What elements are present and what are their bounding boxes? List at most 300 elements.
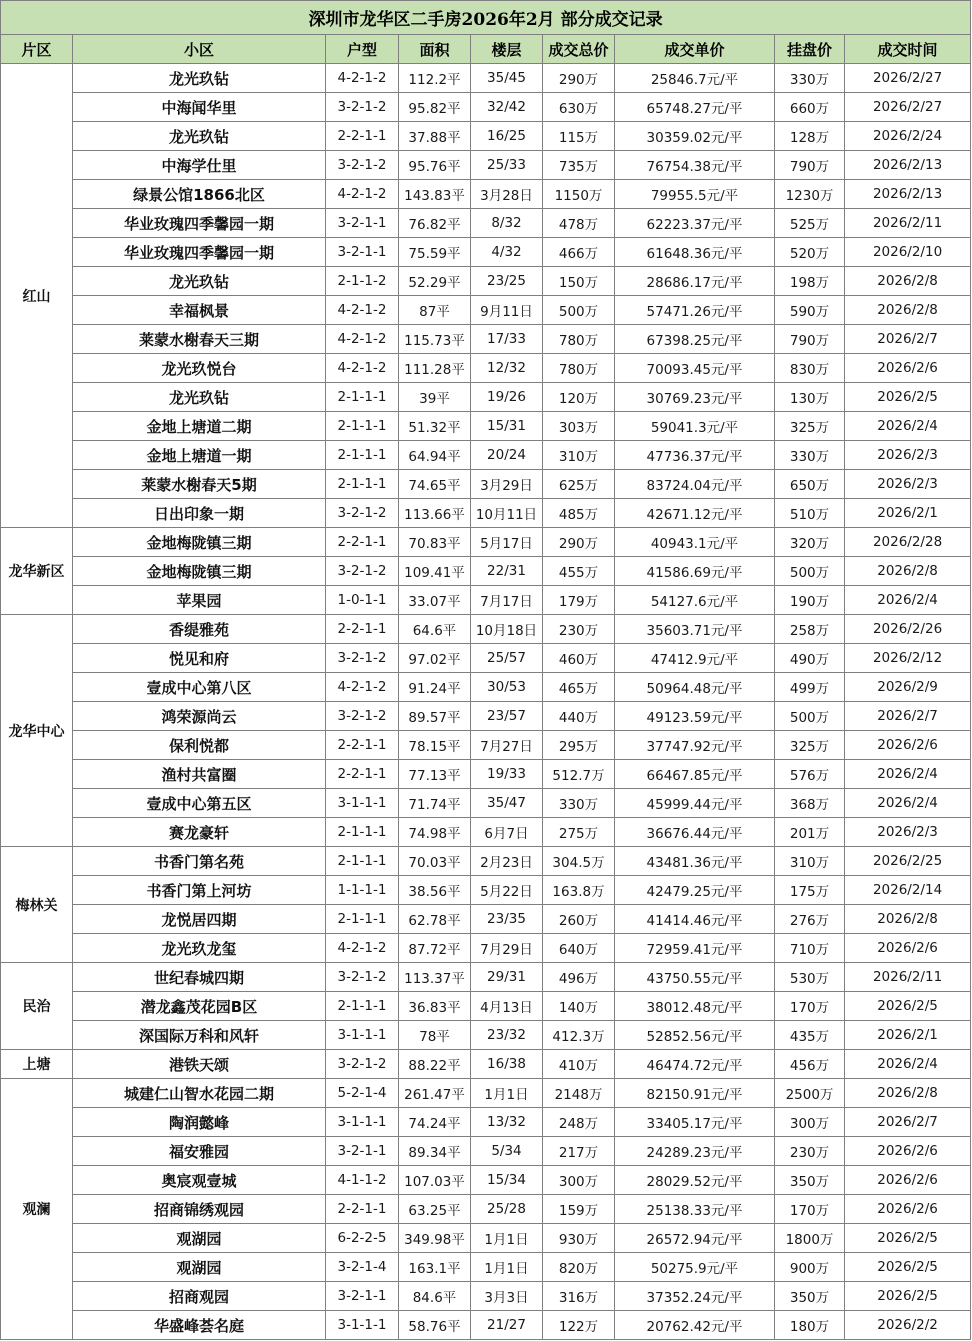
layout-cell: 4-2-1-2 <box>326 354 399 383</box>
area-cell: 74.98平 <box>399 818 471 847</box>
floor-cell: 6月7日 <box>471 818 543 847</box>
unit-price-cell: 52852.56元/平 <box>615 1021 775 1050</box>
community-name-cell: 壹成中心第八区 <box>73 673 326 702</box>
total-price-cell: 455万 <box>543 557 615 586</box>
total-price-cell: 625万 <box>543 470 615 499</box>
floor-cell: 23/35 <box>471 905 543 934</box>
floor-cell: 16/38 <box>471 1050 543 1079</box>
district-cell: 上塘 <box>1 1050 73 1079</box>
header-floor: 楼层 <box>471 35 543 64</box>
floor-cell: 25/33 <box>471 151 543 180</box>
deal-date-cell: 2026/2/27 <box>845 64 971 93</box>
layout-cell: 2-1-1-2 <box>326 267 399 296</box>
area-cell: 112.2平 <box>399 64 471 93</box>
floor-cell: 19/26 <box>471 383 543 412</box>
table-row <box>1 760 971 789</box>
listing-price-cell: 350万 <box>775 1166 845 1195</box>
total-price-cell: 115万 <box>543 122 615 151</box>
unit-price-cell: 36676.44元/平 <box>615 818 775 847</box>
table-row <box>1 702 971 731</box>
area-cell: 52.29平 <box>399 267 471 296</box>
table-row <box>1 1137 971 1166</box>
listing-price-cell: 2500万 <box>775 1079 845 1108</box>
deal-date-cell: 2026/2/24 <box>845 122 971 151</box>
floor-cell: 23/57 <box>471 702 543 731</box>
floor-cell: 16/25 <box>471 122 543 151</box>
deal-date-cell: 2026/2/7 <box>845 702 971 731</box>
community-name-cell: 苹果园 <box>73 586 326 615</box>
table-row <box>1 470 971 499</box>
listing-price-cell: 830万 <box>775 354 845 383</box>
total-price-cell: 485万 <box>543 499 615 528</box>
unit-price-cell: 26572.94元/平 <box>615 1224 775 1253</box>
community-name-cell: 华盛峰荟名庭 <box>73 1311 326 1340</box>
floor-cell: 3月3日 <box>471 1282 543 1311</box>
listing-price-cell: 201万 <box>775 818 845 847</box>
layout-cell: 2-2-1-1 <box>326 528 399 557</box>
table-row <box>1 122 971 151</box>
deal-date-cell: 2026/2/14 <box>845 876 971 905</box>
floor-cell: 12/32 <box>471 354 543 383</box>
listing-price-cell: 590万 <box>775 296 845 325</box>
floor-cell: 7月17日 <box>471 586 543 615</box>
unit-price-cell: 30769.23元/平 <box>615 383 775 412</box>
header-community: 小区 <box>73 35 326 64</box>
area-cell: 349.98平 <box>399 1224 471 1253</box>
community-name-cell: 日出印象一期 <box>73 499 326 528</box>
total-price-cell: 630万 <box>543 93 615 122</box>
total-price-cell: 303万 <box>543 412 615 441</box>
layout-cell: 2-1-1-1 <box>326 992 399 1021</box>
floor-cell: 25/57 <box>471 644 543 673</box>
layout-cell: 2-1-1-1 <box>326 383 399 412</box>
community-name-cell: 香缇雅苑 <box>73 615 326 644</box>
floor-cell: 5月22日 <box>471 876 543 905</box>
table-row <box>1 818 971 847</box>
listing-price-cell: 320万 <box>775 528 845 557</box>
layout-cell: 5-2-1-4 <box>326 1079 399 1108</box>
community-name-cell: 福安雅园 <box>73 1137 326 1166</box>
community-name-cell: 金地上塘道二期 <box>73 412 326 441</box>
unit-price-cell: 41414.46元/平 <box>615 905 775 934</box>
unit-price-cell: 47736.37元/平 <box>615 441 775 470</box>
layout-cell: 3-2-1-1 <box>326 209 399 238</box>
table-row <box>1 1050 971 1079</box>
area-cell: 51.32平 <box>399 412 471 441</box>
deal-date-cell: 2026/2/4 <box>845 789 971 818</box>
deal-date-cell: 2026/2/25 <box>845 847 971 876</box>
floor-cell: 8/32 <box>471 209 543 238</box>
floor-cell: 22/31 <box>471 557 543 586</box>
table-row <box>1 93 971 122</box>
total-price-cell: 440万 <box>543 702 615 731</box>
unit-price-cell: 65748.27元/平 <box>615 93 775 122</box>
deal-date-cell: 2026/2/11 <box>845 963 971 992</box>
unit-price-cell: 45999.44元/平 <box>615 789 775 818</box>
unit-price-cell: 54127.6元/平 <box>615 586 775 615</box>
total-price-cell: 260万 <box>543 905 615 934</box>
community-name-cell: 金地梅陇镇三期 <box>73 557 326 586</box>
listing-price-cell: 660万 <box>775 93 845 122</box>
listing-price-cell: 198万 <box>775 267 845 296</box>
unit-price-cell: 50275.9元/平 <box>615 1253 775 1282</box>
table-row <box>1 905 971 934</box>
total-price-cell: 217万 <box>543 1137 615 1166</box>
table-row <box>1 615 971 644</box>
table-row <box>1 1079 971 1108</box>
layout-cell: 2-1-1-1 <box>326 441 399 470</box>
community-name-cell: 鸿荣源尚云 <box>73 702 326 731</box>
area-cell: 87平 <box>399 296 471 325</box>
community-name-cell: 莱蒙水榭春天5期 <box>73 470 326 499</box>
table-row <box>1 499 971 528</box>
table-row <box>1 209 971 238</box>
table-row <box>1 383 971 412</box>
deal-date-cell: 2026/2/8 <box>845 557 971 586</box>
listing-price-cell: 525万 <box>775 209 845 238</box>
deal-date-cell: 2026/2/1 <box>845 1021 971 1050</box>
table-row <box>1 644 971 673</box>
community-name-cell: 深国际万科和风轩 <box>73 1021 326 1050</box>
unit-price-cell: 72959.41元/平 <box>615 934 775 963</box>
unit-price-cell: 42671.12元/平 <box>615 499 775 528</box>
community-name-cell: 壹成中心第五区 <box>73 789 326 818</box>
community-name-cell: 龙光玖钻 <box>73 267 326 296</box>
deal-date-cell: 2026/2/3 <box>845 818 971 847</box>
layout-cell: 4-2-1-2 <box>326 64 399 93</box>
floor-cell: 19/33 <box>471 760 543 789</box>
layout-cell: 4-2-1-2 <box>326 296 399 325</box>
unit-price-cell: 76754.38元/平 <box>615 151 775 180</box>
deal-date-cell: 2026/2/3 <box>845 470 971 499</box>
community-name-cell: 华业玫瑰四季馨园一期 <box>73 209 326 238</box>
floor-cell: 1月1日 <box>471 1253 543 1282</box>
listing-price-cell: 130万 <box>775 383 845 412</box>
layout-cell: 2-2-1-1 <box>326 731 399 760</box>
unit-price-cell: 59041.3元/平 <box>615 412 775 441</box>
deal-date-cell: 2026/2/1 <box>845 499 971 528</box>
deal-date-cell: 2026/2/8 <box>845 296 971 325</box>
listing-price-cell: 368万 <box>775 789 845 818</box>
total-price-cell: 330万 <box>543 789 615 818</box>
area-cell: 37.88平 <box>399 122 471 151</box>
deal-date-cell: 2026/2/8 <box>845 267 971 296</box>
total-price-cell: 466万 <box>543 238 615 267</box>
community-name-cell: 龙光玖钻 <box>73 122 326 151</box>
total-price-cell: 496万 <box>543 963 615 992</box>
layout-cell: 2-1-1-1 <box>326 905 399 934</box>
total-price-cell: 248万 <box>543 1108 615 1137</box>
area-cell: 88.22平 <box>399 1050 471 1079</box>
layout-cell: 3-2-1-2 <box>326 1050 399 1079</box>
area-cell: 91.24平 <box>399 673 471 702</box>
header-unit-price: 成交单价 <box>615 35 775 64</box>
unit-price-cell: 82150.91元/平 <box>615 1079 775 1108</box>
table-row <box>1 876 971 905</box>
header-area: 面积 <box>399 35 471 64</box>
community-name-cell: 奥宸观壹城 <box>73 1166 326 1195</box>
deal-date-cell: 2026/2/9 <box>845 673 971 702</box>
area-cell: 38.56平 <box>399 876 471 905</box>
community-name-cell: 金地上塘道一期 <box>73 441 326 470</box>
listing-price-cell: 330万 <box>775 64 845 93</box>
unit-price-cell: 25846.7元/平 <box>615 64 775 93</box>
total-price-cell: 290万 <box>543 528 615 557</box>
community-name-cell: 金地梅陇镇三期 <box>73 528 326 557</box>
floor-cell: 15/34 <box>471 1166 543 1195</box>
floor-cell: 35/47 <box>471 789 543 818</box>
area-cell: 74.65平 <box>399 470 471 499</box>
listing-price-cell: 790万 <box>775 151 845 180</box>
area-cell: 97.02平 <box>399 644 471 673</box>
area-cell: 58.76平 <box>399 1311 471 1340</box>
total-price-cell: 930万 <box>543 1224 615 1253</box>
listing-price-cell: 258万 <box>775 615 845 644</box>
deal-date-cell: 2026/2/7 <box>845 1108 971 1137</box>
community-name-cell: 龙光玖钻 <box>73 383 326 412</box>
area-cell: 87.72平 <box>399 934 471 963</box>
layout-cell: 3-2-1-2 <box>326 702 399 731</box>
table-row <box>1 1253 971 1282</box>
listing-price-cell: 180万 <box>775 1311 845 1340</box>
floor-cell: 7月29日 <box>471 934 543 963</box>
total-price-cell: 460万 <box>543 644 615 673</box>
layout-cell: 3-2-1-2 <box>326 644 399 673</box>
table-row <box>1 557 971 586</box>
table-row <box>1 1108 971 1137</box>
floor-cell: 10月18日 <box>471 615 543 644</box>
unit-price-cell: 38012.48元/平 <box>615 992 775 1021</box>
area-cell: 111.28平 <box>399 354 471 383</box>
total-price-cell: 310万 <box>543 441 615 470</box>
deal-date-cell: 2026/2/10 <box>845 238 971 267</box>
area-cell: 95.82平 <box>399 93 471 122</box>
total-price-cell: 316万 <box>543 1282 615 1311</box>
deal-date-cell: 2026/2/12 <box>845 644 971 673</box>
floor-cell: 29/31 <box>471 963 543 992</box>
header-total-price: 成交总价 <box>543 35 615 64</box>
unit-price-cell: 35603.71元/平 <box>615 615 775 644</box>
community-name-cell: 城建仁山智水花园二期 <box>73 1079 326 1108</box>
total-price-cell: 640万 <box>543 934 615 963</box>
unit-price-cell: 33405.17元/平 <box>615 1108 775 1137</box>
table-row <box>1 296 971 325</box>
layout-cell: 3-2-1-1 <box>326 1137 399 1166</box>
floor-cell: 1月1日 <box>471 1224 543 1253</box>
deal-date-cell: 2026/2/5 <box>845 1282 971 1311</box>
listing-price-cell: 650万 <box>775 470 845 499</box>
listing-price-cell: 300万 <box>775 1108 845 1137</box>
area-cell: 77.13平 <box>399 760 471 789</box>
listing-price-cell: 128万 <box>775 122 845 151</box>
listing-price-cell: 276万 <box>775 905 845 934</box>
floor-cell: 23/32 <box>471 1021 543 1050</box>
layout-cell: 4-1-1-2 <box>326 1166 399 1195</box>
district-cell: 梅林关 <box>1 847 73 963</box>
deal-date-cell: 2026/2/6 <box>845 354 971 383</box>
layout-cell: 2-1-1-1 <box>326 470 399 499</box>
floor-cell: 21/27 <box>471 1311 543 1340</box>
area-cell: 64.94平 <box>399 441 471 470</box>
area-cell: 113.66平 <box>399 499 471 528</box>
community-name-cell: 幸福枫景 <box>73 296 326 325</box>
area-cell: 143.83平 <box>399 180 471 209</box>
listing-price-cell: 190万 <box>775 586 845 615</box>
area-cell: 70.83平 <box>399 528 471 557</box>
table-row <box>1 1166 971 1195</box>
table-row <box>1 1311 971 1340</box>
layout-cell: 2-2-1-1 <box>326 615 399 644</box>
listing-price-cell: 175万 <box>775 876 845 905</box>
community-name-cell: 招商锦绣观园 <box>73 1195 326 1224</box>
total-price-cell: 412.3万 <box>543 1021 615 1050</box>
table-row <box>1 1282 971 1311</box>
community-name-cell: 陶润懿峰 <box>73 1108 326 1137</box>
area-cell: 39平 <box>399 383 471 412</box>
area-cell: 62.78平 <box>399 905 471 934</box>
table-row <box>1 441 971 470</box>
layout-cell: 3-2-1-2 <box>326 151 399 180</box>
area-cell: 163.1平 <box>399 1253 471 1282</box>
unit-price-cell: 61648.36元/平 <box>615 238 775 267</box>
floor-cell: 3月28日 <box>471 180 543 209</box>
area-cell: 64.6平 <box>399 615 471 644</box>
community-name-cell: 龙悦居四期 <box>73 905 326 934</box>
floor-cell: 30/53 <box>471 673 543 702</box>
deal-date-cell: 2026/2/6 <box>845 1166 971 1195</box>
floor-cell: 20/24 <box>471 441 543 470</box>
unit-price-cell: 40943.1元/平 <box>615 528 775 557</box>
community-name-cell: 龙光玖钻 <box>73 64 326 93</box>
table-row <box>1 151 971 180</box>
table-row <box>1 586 971 615</box>
area-cell: 71.74平 <box>399 789 471 818</box>
listing-price-cell: 710万 <box>775 934 845 963</box>
floor-cell: 13/32 <box>471 1108 543 1137</box>
deal-date-cell: 2026/2/3 <box>845 441 971 470</box>
area-cell: 33.07平 <box>399 586 471 615</box>
total-price-cell: 275万 <box>543 818 615 847</box>
unit-price-cell: 28686.17元/平 <box>615 267 775 296</box>
community-name-cell: 潜龙鑫茂花园B区 <box>73 992 326 1021</box>
area-cell: 89.34平 <box>399 1137 471 1166</box>
unit-price-cell: 43750.55元/平 <box>615 963 775 992</box>
area-cell: 36.83平 <box>399 992 471 1021</box>
total-price-cell: 820万 <box>543 1253 615 1282</box>
listing-price-cell: 310万 <box>775 847 845 876</box>
table-row <box>1 180 971 209</box>
floor-cell: 35/45 <box>471 64 543 93</box>
community-name-cell: 中海学仕里 <box>73 151 326 180</box>
deal-date-cell: 2026/2/26 <box>845 615 971 644</box>
area-cell: 70.03平 <box>399 847 471 876</box>
layout-cell: 2-2-1-1 <box>326 1195 399 1224</box>
total-price-cell: 295万 <box>543 731 615 760</box>
table-row <box>1 1224 971 1253</box>
area-cell: 113.37平 <box>399 963 471 992</box>
layout-cell: 2-1-1-1 <box>326 818 399 847</box>
community-name-cell: 港铁天颂 <box>73 1050 326 1079</box>
community-name-cell: 赛龙豪轩 <box>73 818 326 847</box>
table-row <box>1 1195 971 1224</box>
listing-price-cell: 325万 <box>775 731 845 760</box>
district-cell: 民治 <box>1 963 73 1050</box>
layout-cell: 1-1-1-1 <box>326 876 399 905</box>
deal-date-cell: 2026/2/11 <box>845 209 971 238</box>
community-name-cell: 招商观园 <box>73 1282 326 1311</box>
floor-cell: 17/33 <box>471 325 543 354</box>
floor-cell: 15/31 <box>471 412 543 441</box>
deal-date-cell: 2026/2/8 <box>845 1079 971 1108</box>
layout-cell: 3-1-1-1 <box>326 1108 399 1137</box>
total-price-cell: 1150万 <box>543 180 615 209</box>
layout-cell: 3-2-1-2 <box>326 557 399 586</box>
deal-date-cell: 2026/2/7 <box>845 325 971 354</box>
unit-price-cell: 70093.45元/平 <box>615 354 775 383</box>
unit-price-cell: 66467.85元/平 <box>615 760 775 789</box>
deal-date-cell: 2026/2/27 <box>845 93 971 122</box>
district-cell: 观澜 <box>1 1079 73 1340</box>
layout-cell: 2-1-1-1 <box>326 847 399 876</box>
layout-cell: 3-2-1-1 <box>326 238 399 267</box>
total-price-cell: 290万 <box>543 64 615 93</box>
layout-cell: 4-2-1-2 <box>326 934 399 963</box>
layout-cell: 3-2-1-2 <box>326 499 399 528</box>
area-cell: 63.25平 <box>399 1195 471 1224</box>
listing-price-cell: 500万 <box>775 702 845 731</box>
area-cell: 84.6平 <box>399 1282 471 1311</box>
area-cell: 115.73平 <box>399 325 471 354</box>
table-row <box>1 412 971 441</box>
floor-cell: 9月11日 <box>471 296 543 325</box>
community-name-cell: 世纪春城四期 <box>73 963 326 992</box>
layout-cell: 6-2-2-5 <box>326 1224 399 1253</box>
area-cell: 74.24平 <box>399 1108 471 1137</box>
community-name-cell: 书香门第上河坊 <box>73 876 326 905</box>
total-price-cell: 159万 <box>543 1195 615 1224</box>
area-cell: 89.57平 <box>399 702 471 731</box>
layout-cell: 4-2-1-2 <box>326 325 399 354</box>
deal-date-cell: 2026/2/5 <box>845 1224 971 1253</box>
deal-date-cell: 2026/2/2 <box>845 1311 971 1340</box>
listing-price-cell: 435万 <box>775 1021 845 1050</box>
total-price-cell: 478万 <box>543 209 615 238</box>
table-row <box>1 731 971 760</box>
area-cell: 75.59平 <box>399 238 471 267</box>
layout-cell: 3-1-1-1 <box>326 1311 399 1340</box>
unit-price-cell: 43481.36元/平 <box>615 847 775 876</box>
unit-price-cell: 46474.72元/平 <box>615 1050 775 1079</box>
listing-price-cell: 170万 <box>775 1195 845 1224</box>
floor-cell: 10月11日 <box>471 499 543 528</box>
deal-date-cell: 2026/2/28 <box>845 528 971 557</box>
unit-price-cell: 49123.59元/平 <box>615 702 775 731</box>
total-price-cell: 780万 <box>543 325 615 354</box>
table-title: 深圳市龙华区二手房2026年2月 部分成交记录 <box>1 1 971 35</box>
layout-cell: 3-1-1-1 <box>326 789 399 818</box>
community-name-cell: 书香门第名苑 <box>73 847 326 876</box>
listing-price-cell: 350万 <box>775 1282 845 1311</box>
layout-cell: 4-2-1-2 <box>326 673 399 702</box>
unit-price-cell: 47412.9元/平 <box>615 644 775 673</box>
unit-price-cell: 50964.48元/平 <box>615 673 775 702</box>
community-name-cell: 龙光玖龙玺 <box>73 934 326 963</box>
deal-date-cell: 2026/2/5 <box>845 383 971 412</box>
layout-cell: 3-2-1-1 <box>326 1282 399 1311</box>
listing-price-cell: 170万 <box>775 992 845 1021</box>
total-price-cell: 735万 <box>543 151 615 180</box>
district-cell: 红山 <box>1 64 73 528</box>
